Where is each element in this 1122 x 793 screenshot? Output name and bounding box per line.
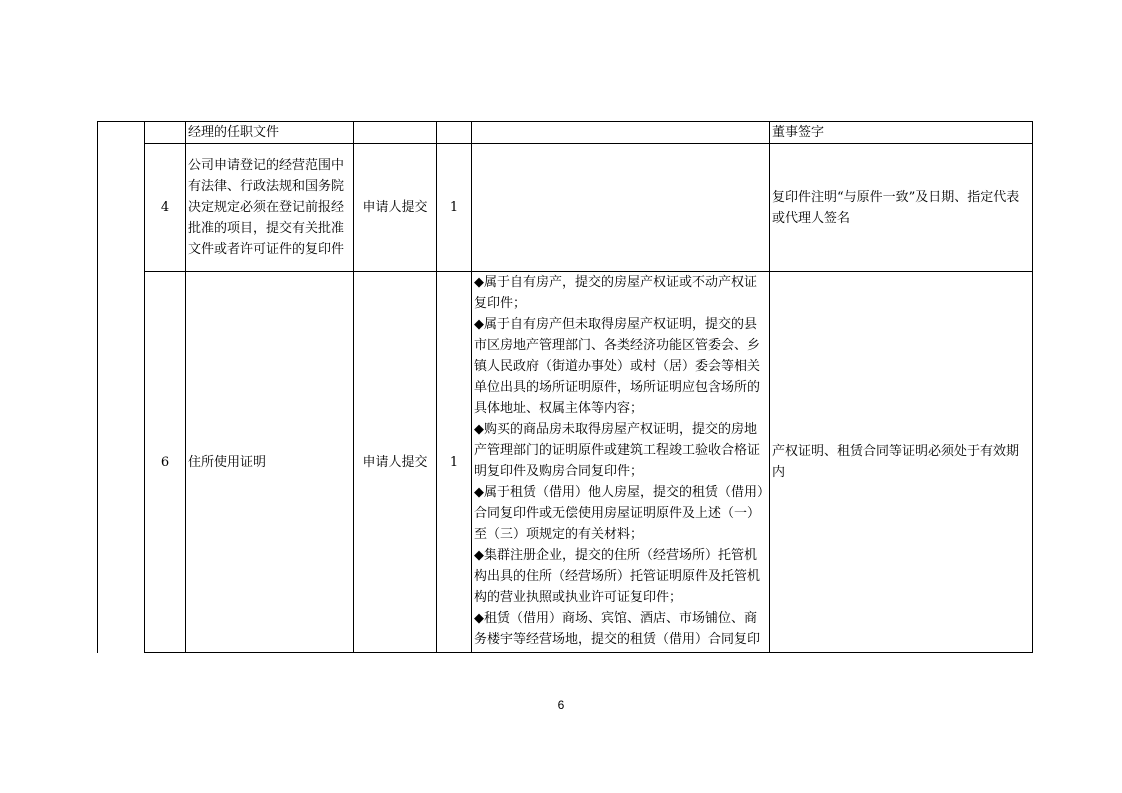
- requirement-item: ◆属于自有房产但未取得房屋产权证明，提交的县市区房地产管理部门、各类经济功能区管委会、乡镇人民政府（街道办事处）或村（居）委会等相关单位出具的场所证明原件，场所证明应包含场所的具体地址、权属主体等内容；: [474, 317, 761, 416]
- requirement-cell: [472, 272, 770, 653]
- material-name-cell: 经理的任职文件: [186, 122, 354, 144]
- requirement-cell: [472, 122, 770, 144]
- row-number-cell: 4: [145, 144, 186, 272]
- requirement-item: ◆属于自有房产，提交的房屋产权证或不动产权证复印件；: [474, 275, 757, 311]
- requirement-item: ◆租赁（借用）商场、宾馆、酒店、市场铺位、商务楼宇等经营场地，提交的租赁（借用）合同复印: [474, 611, 761, 647]
- table-row: [98, 144, 1033, 272]
- provider-cell: 申请人提交: [354, 144, 437, 272]
- material-name-cell: 公司申请登记的经营范围中有法律、行政法规和国务院决定规定必须在登记前报经批准的项目，提交有关批准文件或者许可证件的复印件: [186, 144, 354, 272]
- left-blank-cell: [98, 122, 145, 653]
- materials-table: [97, 121, 1033, 653]
- requirement-list: [474, 272, 767, 650]
- requirement-item: ◆集群注册企业，提交的住所（经营场所）托管机构出具的住所（经营场所）托管证明原件及托管机构的营业执照或执业许可证复印件；: [474, 548, 761, 605]
- provider-cell: [354, 122, 437, 144]
- table-row: [98, 122, 1033, 144]
- table-row: [98, 272, 1033, 653]
- requirement-item: ◆属于租赁（借用）他人房屋，提交的租赁（借用）合同复印件或无偿使用房屋证明原件及上述（一）至（三）项规定的有关材料；: [474, 485, 764, 542]
- note-cell: 产权证明、租赁合同等证明必须处于有效期内: [770, 272, 1033, 653]
- copies-cell: [437, 122, 472, 144]
- copies-cell: 1: [437, 272, 472, 653]
- note-cell: 复印件注明“与原件一致”及日期、指定代表或代理人签名: [770, 144, 1033, 272]
- requirement-cell: [472, 144, 770, 272]
- provider-cell: 申请人提交: [354, 272, 437, 653]
- copies-cell: 1: [437, 144, 472, 272]
- page-number: 6: [557, 698, 565, 712]
- requirement-item: ◆购买的商品房未取得房屋产权证明，提交的房地产管理部门的证明原件或建筑工程竣工验收合格证明复印件及购房合同复印件；: [474, 422, 761, 479]
- row-number-cell: [145, 122, 186, 144]
- note-cell: 董事签字: [770, 122, 1033, 144]
- material-name-cell: 住所使用证明: [186, 272, 354, 653]
- row-number-cell: 6: [145, 272, 186, 653]
